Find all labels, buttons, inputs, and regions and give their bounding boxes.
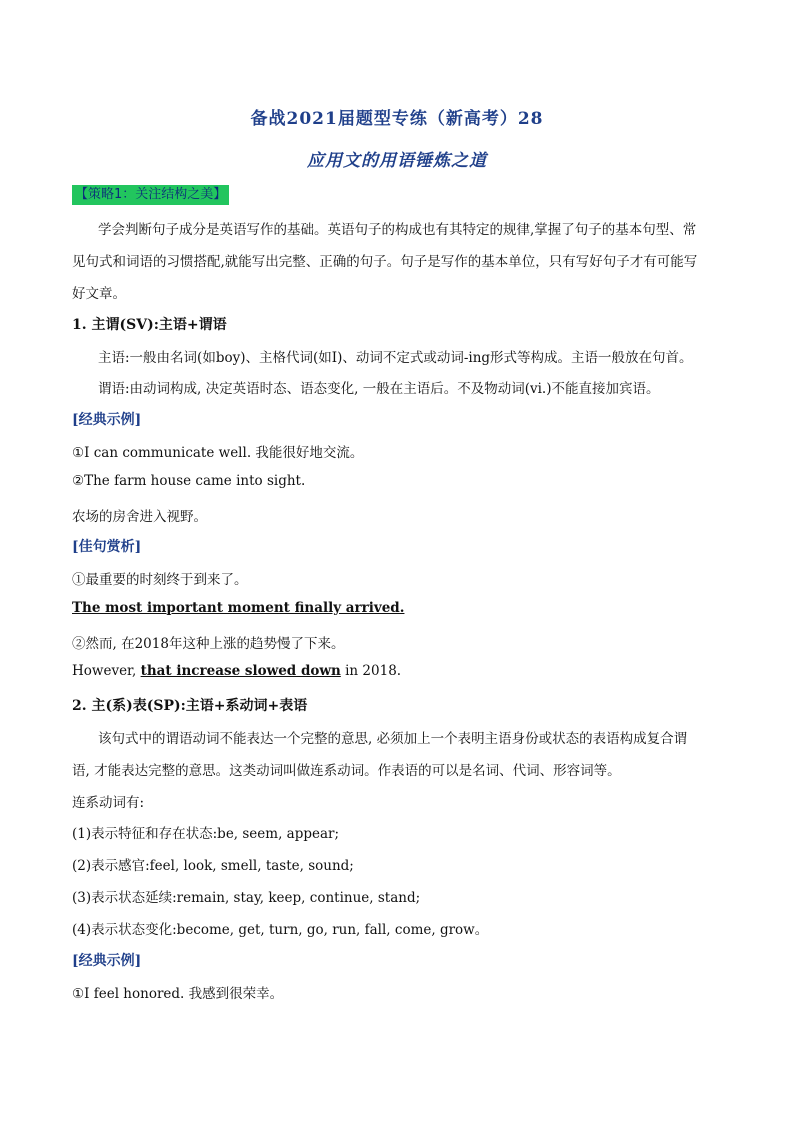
example-1: ①I can communicate well. 我能很好地交流。 (72, 445, 364, 461)
section2-desc-1: 该句式中的谓语动词不能表达一个完整的意思, 必须加上一个表明主语身份或状态的表语构成复合谓 (98, 731, 688, 747)
examples-label-2: [经典示例] (72, 953, 142, 969)
good-sentence-2-en (72, 663, 401, 679)
strategy-label: 【策略1：关注结构之美】 (72, 185, 229, 205)
section2-example-1: ①I feel honored. 我感到很荣幸。 (72, 986, 284, 1002)
good-sentence-2-cn: ②然而, 在2018年这种上涨的趋势慢了下来。 (72, 636, 345, 652)
linking-verbs-item-4: (4)表示状态变化:become, get, turn, go, run, fall, come, grow。 (72, 922, 489, 938)
intro-line-1: 学会判断句子成分是英语写作的基础。英语句子的构成也有其特定的规律,掌握了句子的基本句型、常 (98, 222, 697, 238)
linking-verbs-intro: 连系动词有: (72, 795, 145, 811)
intro-line-3: 好文章。 (72, 286, 126, 302)
examples-label-1: [经典示例] (72, 412, 142, 428)
document-title: 备战2021届题型专练（新高考）28 (250, 109, 544, 129)
good-sentence-1-cn: ①最重要的时刻终于到来了。 (72, 572, 248, 588)
section1-heading: 1. 主谓(SV):主语+谓语 (72, 317, 227, 333)
appreciation-label: [佳句赏析] (72, 539, 142, 555)
linking-verbs-item-1: (1)表示特征和存在状态:be, seem, appear; (72, 826, 340, 842)
intro-line-2: 见句式和词语的习惯搭配,就能写出完整、正确的句子。句子是写作的基本单位，只有写好句子才有可能写 (72, 254, 698, 270)
good-sentence-1-en: The most important moment finally arrived. (72, 600, 405, 616)
linking-verbs-item-2: (2)表示感官:feel, look, smell, taste, sound; (72, 858, 354, 874)
section2-heading: 2. 主(系)表(SP):主语+系动词+表语 (72, 698, 308, 714)
section2-desc-2: 语, 才能表达完整的意思。这类动词叫做连系动词。作表语的可以是名词、代词、形容词等。 (72, 763, 621, 779)
good-sentence-2-suffix: in 2018. (340, 663, 402, 679)
document-subtitle: 应用文的用语锤炼之道 (307, 151, 487, 171)
good-sentence-2-prefix: However, (72, 663, 141, 679)
subject-description: 主语:一般由名词(如boy)、主格代词(如I)、动词不定式或动词-ing形式等构成。主语一般放在句首。 (98, 350, 693, 366)
predicate-description: 谓语:由动词构成, 决定英语时态、语态变化, 一般在主语后。不及物动词(vi.)不能直接加宾语。 (98, 381, 660, 397)
good-sentence-2-underlined: that increase slowed down (140, 663, 341, 679)
linking-verbs-item-3: (3)表示状态延续:remain, stay, keep, continue, stand; (72, 890, 421, 906)
example-2-cn: 农场的房舍进入视野。 (72, 509, 207, 525)
example-2-en: ②The farm house came into sight. (72, 473, 306, 489)
